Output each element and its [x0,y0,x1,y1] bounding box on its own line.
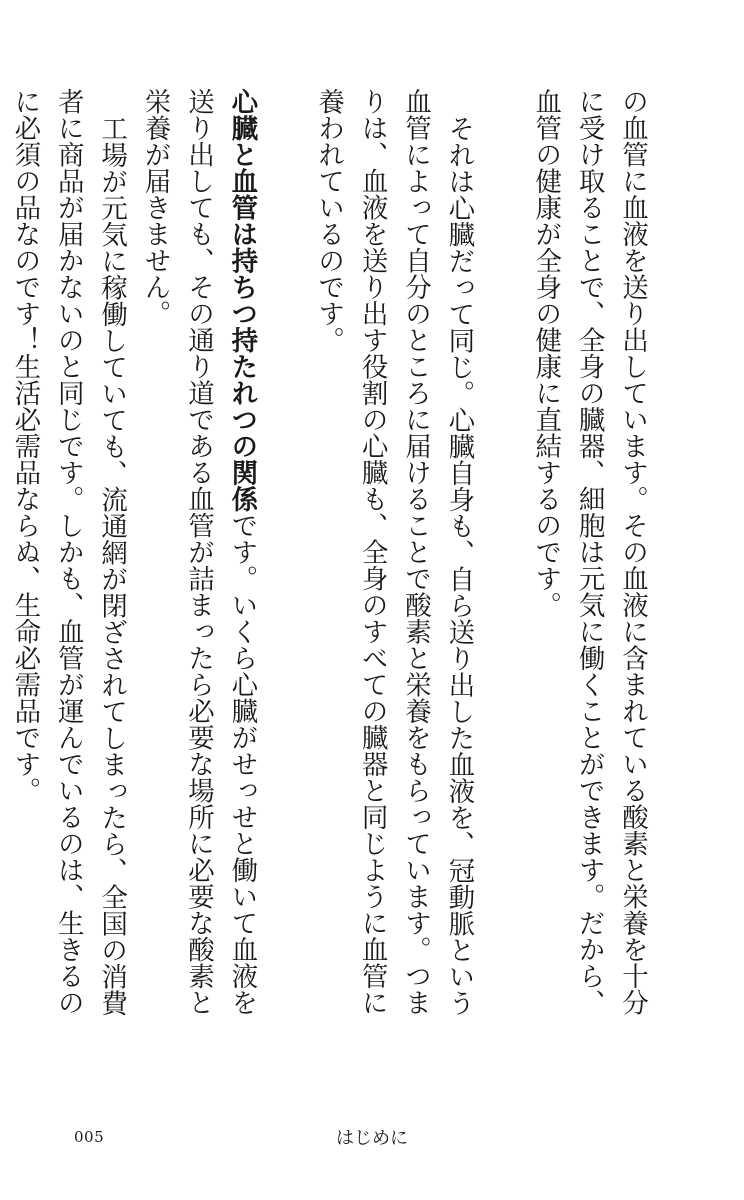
paragraph-3-text: です。いくら心臓がせっせと働いて血液を送り出しても、その通り道である血管が詰まったら必要な場所に必要な酸素と栄養が届きません。 [139,88,258,1016]
paragraph-4 [3,88,133,1038]
running-title: はじめに [336,1128,408,1149]
paragraph-5 [0,88,3,1038]
paragraph-3 [133,88,263,1038]
page-number: 005 [74,1128,105,1146]
blank-line [263,88,306,1038]
body-text [9,88,654,1038]
blank-line [480,88,523,1038]
emphasis-text: 心臓と血管は持ちつ持たれつの関係 [226,88,258,512]
paragraph-2 [307,88,481,1038]
paragraph-4-text: 工場が元気に稼働していても、流通網が閉ざされてしまったら、全国の消費者に商品が届かないのと同じです。しかも、血管が運んでいるのは、生きるのに必須の品なのです！生活必需品ならぬ、生命必需品です。 [9,88,128,1016]
paragraph-2-text: それは心臓だって同じ。心臓自身も、自ら送り出した血液を、冠動脈という血管によって自分のところに届けることで酸素と栄養をもらっています。つまりは、血液を送り出す役割の心臓も、全身のすべての臓器と同じように血管に養われているのです。 [313,88,475,1016]
paragraph-1 [524,88,654,1038]
paragraph-1-text: の血管に血液を送り出しています。その血液に含まれている酸素と栄養を十分に受け取ることで、全身の臓器、細胞は元気に働くことができます。だから、血管の健康が全身の健康に直結するのです。 [530,88,648,1016]
